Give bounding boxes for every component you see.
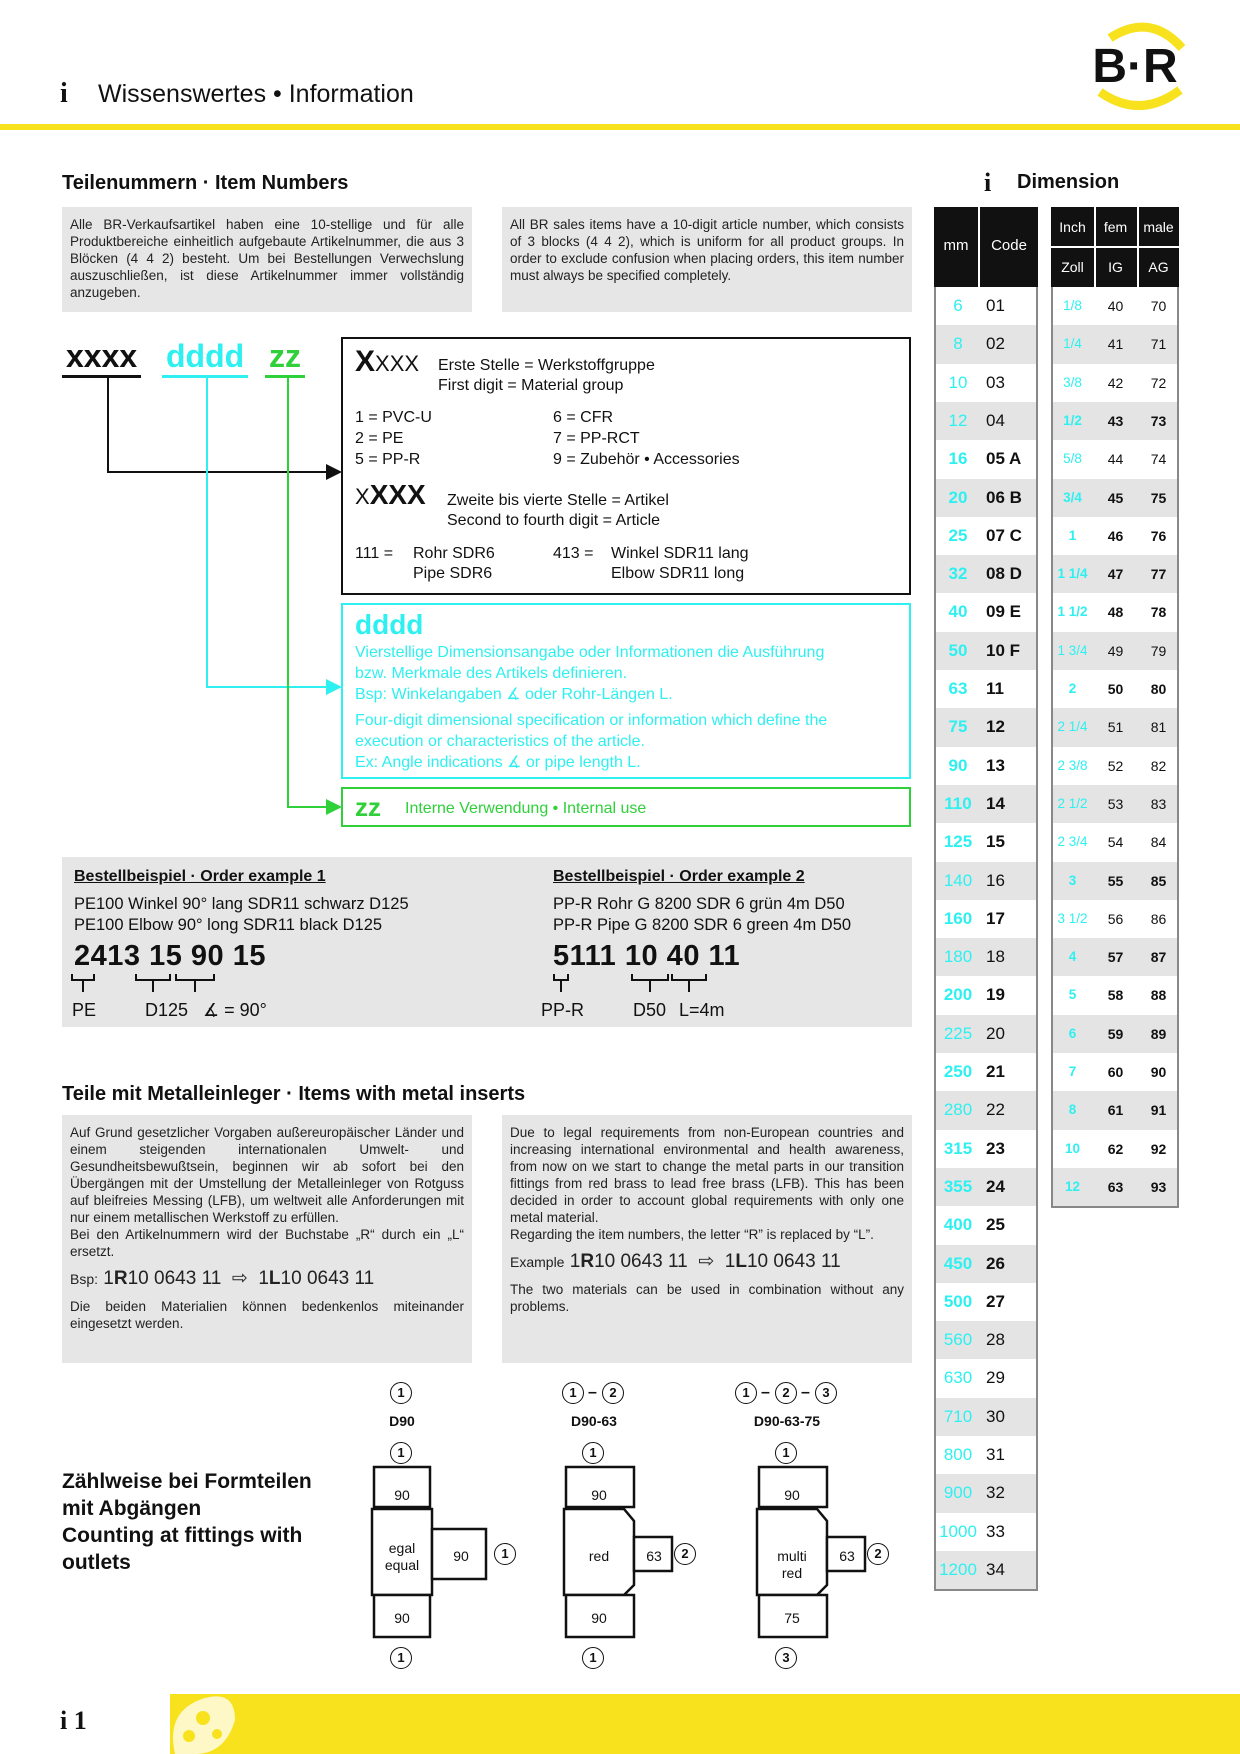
outlet-circle-side: 1 [494, 1543, 516, 1565]
item-numbers-text-en: All BR sales items have a 10-digit article number, which consists of 3 blocks (4 4 2), which is uniform for all product groups. In order to exclude confusion when placing orders, this item number must always be specified completely. [502, 207, 912, 312]
order-2-brackets [548, 972, 748, 994]
dim-mm-value: 450 [943, 1253, 973, 1273]
ag-value: 83 [1150, 795, 1167, 812]
dim-code-value: 17 [986, 908, 1005, 928]
ag-value: 78 [1150, 604, 1167, 621]
metal-de-para2: Bei den Artikelnummern wird der Buchstabe „R“ durch ein „L“ ersetzt. [70, 1227, 464, 1259]
svg-text:B·R: B·R [1092, 40, 1178, 93]
inch-value: 8 [1068, 1102, 1077, 1118]
dim-code-value: 22 [986, 1100, 1005, 1120]
order-1-label-d125: D125 [145, 1000, 189, 1020]
inch-value: 6 [1068, 1025, 1077, 1041]
dimension-info-icon: i [984, 168, 992, 197]
ig-value: 47 [1107, 566, 1124, 583]
metal-en-note: The two materials can be used in combination without any problems. [510, 1282, 904, 1314]
ag-value: 75 [1150, 489, 1167, 506]
ex-a1: 1 [569, 1251, 581, 1272]
metal-de-note: Die beiden Materialien können bedenkenlos miteinander eingesetzt werden. [70, 1299, 464, 1331]
x-small: XXX [375, 351, 420, 376]
dddd-en-3: Ex: Angle indications ∡ or pipe length L. [355, 754, 641, 771]
dim-code-value: 15 [986, 832, 1005, 852]
ex-a3: 10 0643 11 [127, 1268, 222, 1289]
sequence-dash: – [801, 1384, 810, 1401]
dim-mm-value: 140 [943, 870, 973, 890]
dim-header-top: Inch [1059, 219, 1086, 235]
ig-value: 63 [1107, 1178, 1124, 1195]
inch-value: 3 [1068, 872, 1077, 888]
order-2-label-d50: D50 [633, 1000, 667, 1020]
order-2-label-ppr: PP-R [541, 1000, 585, 1020]
sequence-dash: – [588, 1384, 597, 1401]
ex-b1: 1 [258, 1268, 269, 1289]
dim-header-bottom: IG [1108, 259, 1123, 275]
bsp-label: Bsp: [70, 1271, 99, 1287]
ex2-code: 413 = [553, 545, 594, 562]
dim-header-bottom: Zoll [1061, 259, 1084, 275]
dimension-title: Dimension [1017, 171, 1120, 193]
dim-mm-value: 315 [943, 1138, 973, 1158]
first-digit-en: First digit = Material group [438, 377, 624, 394]
metal-de-para: Auf Grund gesetzlicher Vorgaben außereuropäischer Länder und einem steigenden internationalen Umwelt- und Gesundheitsbewußtsein, beginnen wir ab sofort bei den Übergängen mit der Umstellung der Metalleinleger von Rotguss auf bleifreies Messing (LFB), um weltweit alle Anforderungen mit nur einem metallischen Werkstoff zu erfüllen. [70, 1125, 464, 1225]
material-9: 9 = Zubehör • Accessories [553, 451, 740, 468]
dddd-de-2: bzw. Merkmale des Artikels definieren. [355, 665, 628, 682]
ig-value: 62 [1107, 1140, 1124, 1157]
counting-line-2: mit Abgängen [62, 1497, 202, 1520]
inch-value: 5/8 [1063, 451, 1082, 467]
ex-b3: 10 0643 11 [746, 1251, 841, 1272]
dddd-en-1: Four-digit dimensional specification or information which define the [355, 712, 828, 729]
inch-value: 2 [1068, 681, 1077, 696]
dim-code-value: 08 D [986, 564, 1022, 584]
dim-code-value: 32 [986, 1483, 1005, 1503]
dddd-en-2: execution or characteristics of the article. [355, 733, 645, 750]
ag-value: 72 [1150, 374, 1167, 391]
dim-mm-value: 63 [948, 679, 968, 698]
arrow-icon: ⇨ [698, 1251, 715, 1272]
dim-mm-value: 1200 [939, 1559, 977, 1579]
ig-value: 44 [1107, 451, 1124, 468]
dim-mm-value: 1000 [939, 1521, 977, 1541]
inch-value: 4 [1068, 949, 1077, 965]
inch-value: 3 1/2 [1057, 910, 1088, 926]
fitting-top-dim: 90 [784, 1487, 800, 1503]
code-xxxx: xxxx [62, 338, 141, 378]
ag-value: 74 [1150, 451, 1167, 468]
ag-value: 70 [1150, 298, 1167, 314]
ig-value: 56 [1107, 910, 1124, 927]
sequence-dash: – [761, 1384, 770, 1401]
sequence-circle: 1 [390, 1382, 412, 1404]
code-dddd: dddd [162, 338, 248, 378]
ag-value: 85 [1150, 872, 1167, 889]
ig-value: 61 [1107, 1102, 1124, 1119]
dddd-title: dddd [355, 609, 424, 640]
ig-value: 40 [1107, 298, 1124, 314]
sequence-circle: 1 [735, 1382, 757, 1404]
internal-use-box [341, 787, 911, 827]
ex-a1: 1 [103, 1268, 114, 1289]
fitting-side-dim: 63 [839, 1548, 855, 1564]
outlet-circle-top: 1 [775, 1442, 797, 1464]
item-numbers-title: Teilenummern · Item Numbers [62, 172, 349, 194]
info-icon: i [60, 78, 68, 109]
dim-code-value: 20 [986, 1023, 1005, 1043]
dim-header-top: fem [1103, 219, 1128, 235]
ag-value: 73 [1150, 412, 1167, 429]
dim-mm-value: 160 [943, 908, 973, 928]
metal-text-en-box [502, 1115, 912, 1363]
metal-en-para: Due to legal requirements from non-European countries and increasing international environmental and health awareness, from now on we start to change the metal parts in our transition fittings from red brass to lead free brass (LFB). This has been decided in order to account global requirements with only one metal material. [510, 1125, 904, 1225]
ag-value: 71 [1150, 336, 1167, 353]
dim-code-value: 10 F [986, 640, 1021, 660]
dim-mm-value: 32 [948, 564, 968, 584]
inch-value: 7 [1068, 1064, 1077, 1079]
dim-mm-value: 560 [943, 1330, 973, 1350]
outlet-circle-side: 2 [867, 1543, 889, 1565]
counting-title [62, 1468, 362, 1576]
order-2-label-length: L=4m [679, 1000, 725, 1020]
fitting-name: D90 [389, 1413, 415, 1429]
sequence-circle: 3 [815, 1382, 837, 1404]
dim-mm-value: 8 [953, 334, 963, 354]
inch-value: 1/4 [1063, 336, 1082, 352]
dim-code-value: 28 [986, 1330, 1005, 1350]
ig-value: 41 [1107, 336, 1124, 353]
metal-text-de-box [62, 1115, 472, 1363]
order-2-en: PP-R Pipe G 8200 SDR 6 green 4m D50 [553, 916, 852, 934]
inch-value: 10 [1064, 1140, 1081, 1156]
dim-mm-value: 10 [948, 372, 968, 392]
dim-mm-value: 12 [948, 410, 968, 430]
page-number: i 1 [60, 1706, 87, 1735]
metal-de-example [70, 1270, 464, 1288]
dim-mm-value: 710 [943, 1406, 973, 1426]
zz-title: zz [355, 792, 381, 822]
order-2-number: 5111 10 40 11 [553, 940, 741, 972]
fitting-side-dim: 90 [453, 1548, 469, 1564]
outlet-circle-side: 2 [674, 1543, 696, 1565]
fitting-top-dim: 90 [394, 1487, 410, 1503]
dim-header-mm: mm [943, 237, 969, 254]
inch-value: 1 1/4 [1057, 566, 1088, 582]
dim-mm-value: 40 [948, 602, 968, 622]
arrow-icon: ⇨ [231, 1268, 248, 1289]
dim-code-value: 01 [986, 296, 1005, 315]
dim-code-value: 24 [986, 1176, 1005, 1196]
dim-mm-value: 630 [943, 1368, 973, 1388]
article-de: Zweite bis vierte Stelle = Artikel [447, 492, 669, 509]
dim-header-top: male [1143, 219, 1174, 235]
ag-value: 88 [1150, 987, 1167, 1004]
ig-value: 57 [1107, 949, 1124, 966]
dddd-de-1: Vierstellige Dimensionsangabe oder Informationen die Ausführung [355, 644, 825, 661]
fitting-bottom-dim: 90 [394, 1610, 410, 1626]
ex2-de: Winkel SDR11 lang [611, 545, 749, 562]
ig-value: 50 [1107, 681, 1124, 697]
fitting-side-dim: 63 [646, 1548, 662, 1564]
ag-value: 77 [1150, 566, 1167, 583]
fitting-name: D90-63-75 [753, 1413, 821, 1429]
inch-value: 1 1/2 [1057, 604, 1088, 620]
ig-value: 51 [1107, 719, 1124, 736]
dim-code-value: 18 [986, 947, 1005, 967]
dim-mm-value: 900 [943, 1483, 973, 1503]
ag-value: 80 [1150, 681, 1167, 697]
ex1-code: 111 = [355, 545, 394, 562]
dim-code-value: 03 [986, 372, 1005, 392]
x2-big: XXX [369, 479, 426, 510]
dim-code-value: 33 [986, 1521, 1005, 1541]
inch-value: 2 3/8 [1057, 757, 1088, 773]
outlet-circle-top: 1 [390, 1442, 412, 1464]
example-label: Example [510, 1254, 565, 1270]
br-logo [1070, 20, 1200, 110]
inch-value: 1/2 [1063, 412, 1082, 428]
dim-mm-value: 200 [943, 985, 973, 1005]
ex-b2: L [268, 1268, 281, 1289]
material-6: 6 = CFR [553, 409, 614, 426]
material-7: 7 = PP-RCT [553, 430, 640, 447]
dim-code-value: 19 [986, 985, 1005, 1005]
ag-value: 81 [1150, 719, 1167, 736]
ig-value: 46 [1107, 527, 1124, 544]
dim-code-value: 16 [986, 870, 1005, 890]
ig-value: 55 [1107, 872, 1124, 889]
dim-code-value: 14 [986, 793, 1005, 813]
outlet-circle-top: 1 [582, 1442, 604, 1464]
ex2-en: Elbow SDR11 long [611, 565, 745, 582]
x2-small: X [355, 484, 370, 509]
first-digit-de: Erste Stelle = Werkstoffgruppe [438, 357, 655, 374]
ig-value: 54 [1107, 834, 1124, 851]
dim-mm-value: 125 [943, 832, 973, 852]
dim-mm-value: 400 [943, 1215, 973, 1235]
counting-line-3: Counting at fittings with [62, 1524, 303, 1547]
sequence-circle: 1 [562, 1382, 584, 1404]
dim-code-value: 12 [986, 717, 1005, 737]
dim-code-value: 11 [986, 679, 1004, 698]
order-1-label-pe: PE [72, 1000, 97, 1020]
dim-mm-value: 280 [943, 1100, 973, 1120]
order-1-en: PE100 Elbow 90° long SDR11 black D125 [74, 916, 383, 934]
counting-line-4: outlets [62, 1551, 131, 1574]
ex1-en: Pipe SDR6 [413, 565, 493, 582]
ig-value: 59 [1107, 1025, 1124, 1042]
ig-value: 42 [1107, 374, 1124, 391]
ex-a3: 10 0643 11 [594, 1251, 688, 1272]
ex-a2: R [580, 1251, 595, 1272]
inch-value: 2 1/2 [1057, 795, 1088, 811]
ig-value: 48 [1107, 604, 1124, 621]
dim-mm-value: 250 [943, 1062, 973, 1081]
page-title: Wissenswertes • Information [98, 80, 414, 108]
dim-mm-value: 225 [943, 1023, 973, 1043]
dim-mm-value: 110 [944, 793, 972, 813]
dim-code-value: 31 [986, 1445, 1005, 1464]
ag-value: 93 [1150, 1178, 1167, 1195]
dim-mm-value: 355 [943, 1176, 973, 1196]
ex1-de: Rohr SDR6 [413, 545, 495, 562]
ig-value: 43 [1107, 412, 1124, 429]
ag-value: 84 [1150, 834, 1167, 851]
outlet-circle-bottom: 1 [390, 1647, 412, 1669]
fitting-mid-label: multi red [777, 1548, 807, 1581]
dim-code-value: 26 [986, 1253, 1005, 1273]
material-5: 5 = PP-R [355, 451, 421, 468]
inch-value: 3/8 [1063, 374, 1082, 390]
metal-en-example [510, 1253, 904, 1271]
fitting-mid-label: red [588, 1548, 610, 1564]
dim-code-value: 04 [986, 410, 1005, 430]
dim-mm-value: 16 [948, 449, 968, 469]
ig-value: 52 [1107, 757, 1124, 774]
inch-value: 5 [1068, 987, 1077, 1003]
inch-value: 1 3/4 [1057, 642, 1088, 658]
header-rule [0, 124, 1240, 130]
ex-a2: R [113, 1268, 128, 1289]
dim-code-value: 09 E [986, 602, 1021, 622]
dim-code-value: 07 C [986, 525, 1022, 545]
ag-value: 91 [1150, 1102, 1167, 1119]
ex-b3: 10 0643 11 [280, 1268, 375, 1289]
order-1-brackets [68, 972, 268, 994]
dim-mm-value: 180 [943, 947, 973, 967]
material-group-box [341, 337, 911, 595]
order-1-de: PE100 Winkel 90° lang SDR11 schwarz D125 [74, 895, 409, 913]
dim-code-value: 27 [986, 1291, 1005, 1311]
footer-bar [170, 1694, 1240, 1754]
dim-code-value: 29 [986, 1368, 1005, 1388]
dim-code-value: 25 [986, 1215, 1005, 1235]
inch-value: 12 [1064, 1178, 1081, 1194]
ag-value: 76 [1150, 527, 1167, 544]
dim-code-value: 05 A [986, 449, 1022, 469]
ag-value: 89 [1150, 1025, 1167, 1042]
dim-mm-value: 75 [948, 717, 968, 737]
x-big: X [355, 345, 376, 378]
order-1-label-angle: ∡ = 90° [203, 1000, 267, 1020]
ig-value: 60 [1107, 1064, 1124, 1080]
metal-inserts-title: Teile mit Metalleinleger · Items with metal inserts [62, 1083, 526, 1105]
sequence-circle: 2 [602, 1382, 624, 1404]
material-2: 2 = PE [355, 430, 404, 447]
ag-value: 92 [1150, 1140, 1167, 1157]
dddd-de-3: Bsp: Winkelangaben ∡ oder Rohr-Längen L. [355, 686, 673, 703]
article-en: Second to fourth digit = Article [447, 512, 661, 529]
ig-value: 45 [1107, 489, 1124, 506]
dim-header-code: Code [991, 237, 1027, 254]
ex-b1: 1 [724, 1251, 736, 1272]
dim-code-value: 34 [986, 1559, 1005, 1579]
fitting-bottom-dim: 90 [591, 1610, 607, 1626]
dimension-box [341, 603, 911, 779]
metal-en-para2: Regarding the item numbers, the letter “R” is replaced by “L”. [510, 1227, 874, 1242]
fitting-bottom-dim: 75 [784, 1610, 800, 1626]
ex-b2: L [735, 1251, 747, 1272]
ag-value: 87 [1150, 949, 1167, 966]
fitting-name: D90-63 [571, 1413, 617, 1429]
dim-mm-value: 25 [948, 525, 968, 545]
item-numbers-text-de: Alle BR-Verkaufsartikel haben eine 10-stellige und für alle Produktbereiche einheitlich aufgebaute Artikelnummer, die aus 3 Blöcken (4 4 2) besteht. Um bei Bestellungen Verwechslung auszuschließen, ist diese Artikelnummer immer vollständig anzugeben. [62, 207, 472, 312]
inch-value: 1/8 [1063, 298, 1082, 313]
zz-text: Interne Verwendung • Internal use [405, 800, 647, 817]
ig-value: 49 [1107, 642, 1124, 659]
inch-value: 1 [1068, 527, 1077, 543]
footer-logo-shape [165, 1690, 245, 1754]
dim-code-value: 13 [986, 755, 1005, 775]
dim-mm-value: 90 [948, 755, 968, 775]
outlet-circle-bottom: 3 [775, 1647, 797, 1669]
sequence-circle: 2 [775, 1382, 797, 1404]
inch-value: 2 3/4 [1057, 834, 1088, 850]
ig-value: 53 [1107, 795, 1124, 812]
dim-mm-value: 20 [948, 487, 968, 507]
order-2-de: PP-R Rohr G 8200 SDR 6 grün 4m D50 [553, 895, 845, 913]
ag-value: 82 [1150, 757, 1167, 774]
dim-code-value: 06 B [986, 487, 1022, 507]
dim-mm-value: 800 [943, 1445, 973, 1464]
order-1-title: Bestellbeispiel · Order example 1 [74, 868, 326, 885]
inch-value: 2 1/4 [1057, 719, 1088, 735]
fitting-top-dim: 90 [591, 1487, 607, 1503]
dim-header-bottom: AG [1148, 259, 1169, 275]
ag-value: 90 [1150, 1064, 1167, 1080]
dim-code-value: 21 [986, 1062, 1005, 1081]
fitting-mid-label: egal equal [384, 1540, 420, 1573]
ig-value: 58 [1107, 987, 1124, 1004]
order-1-number: 2413 15 90 15 [74, 940, 266, 972]
dim-mm-value: 6 [953, 296, 963, 315]
ag-value: 86 [1150, 910, 1167, 927]
ag-value: 79 [1150, 642, 1167, 659]
dim-code-value: 23 [986, 1138, 1005, 1158]
dim-mm-value: 50 [948, 640, 968, 660]
dim-code-value: 30 [986, 1406, 1005, 1426]
order-2-title: Bestellbeispiel · Order example 2 [553, 868, 805, 885]
dim-mm-value: 500 [943, 1291, 973, 1311]
material-1: 1 = PVC-U [355, 409, 432, 426]
dim-right-header-hline [1051, 246, 1179, 248]
code-zz: zz [265, 338, 305, 378]
outlet-circle-bottom: 1 [582, 1647, 604, 1669]
counting-line-1: Zählweise bei Formteilen [62, 1470, 312, 1493]
dim-code-value: 02 [986, 334, 1005, 354]
inch-value: 3/4 [1063, 489, 1082, 505]
